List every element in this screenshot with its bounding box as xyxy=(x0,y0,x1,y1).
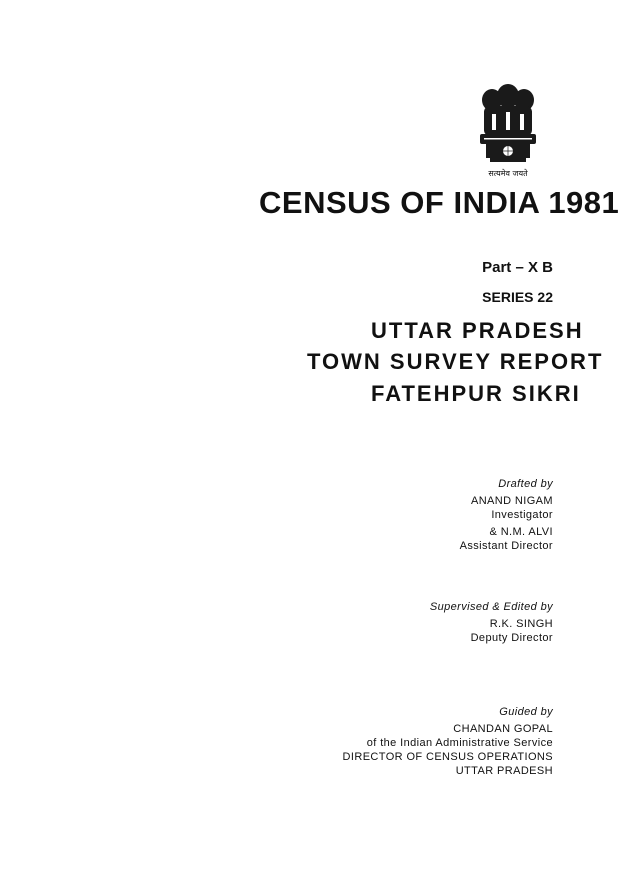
report-type: TOWN SURVEY REPORT xyxy=(307,349,604,374)
emblem-motto: सत्यमेव जयते xyxy=(488,169,528,178)
town-name: FATEHPUR SIKRI xyxy=(371,381,581,406)
supervised-by-heading: Supervised & Edited by xyxy=(429,601,553,613)
drafted-by-line: Assistant Director xyxy=(459,540,553,552)
guided-by-heading: Guided by xyxy=(499,706,553,718)
series-label: SERIES 22 xyxy=(482,289,553,305)
drafted-by-line: & N.M. ALVI xyxy=(489,526,553,538)
page-title: CENSUS OF INDIA 1981 xyxy=(259,185,620,220)
guided-by-block xyxy=(343,705,553,778)
drafted-by-heading: Drafted by xyxy=(498,478,553,490)
supervised-by-line: Deputy Director xyxy=(470,632,553,644)
guided-by-line: CHANDAN GOPAL xyxy=(453,723,553,735)
guided-by-line: UTTAR PRADESH xyxy=(455,765,553,777)
drafted-by-line: ANAND NIGAM xyxy=(470,495,553,507)
guided-by-line: of the Indian Administrative Service xyxy=(366,737,553,749)
state-name: UTTAR PRADESH xyxy=(371,318,584,343)
supervised-by-line: R.K. SINGH xyxy=(489,618,553,630)
drafted-by-line: Investigator xyxy=(491,509,553,521)
state-emblem-icon xyxy=(470,84,546,188)
part-label: Part – X B xyxy=(482,259,553,276)
guided-by-line: DIRECTOR OF CENSUS OPERATIONS xyxy=(342,751,553,763)
supervised-by-block xyxy=(430,600,553,645)
drafted-by-block xyxy=(460,477,553,553)
